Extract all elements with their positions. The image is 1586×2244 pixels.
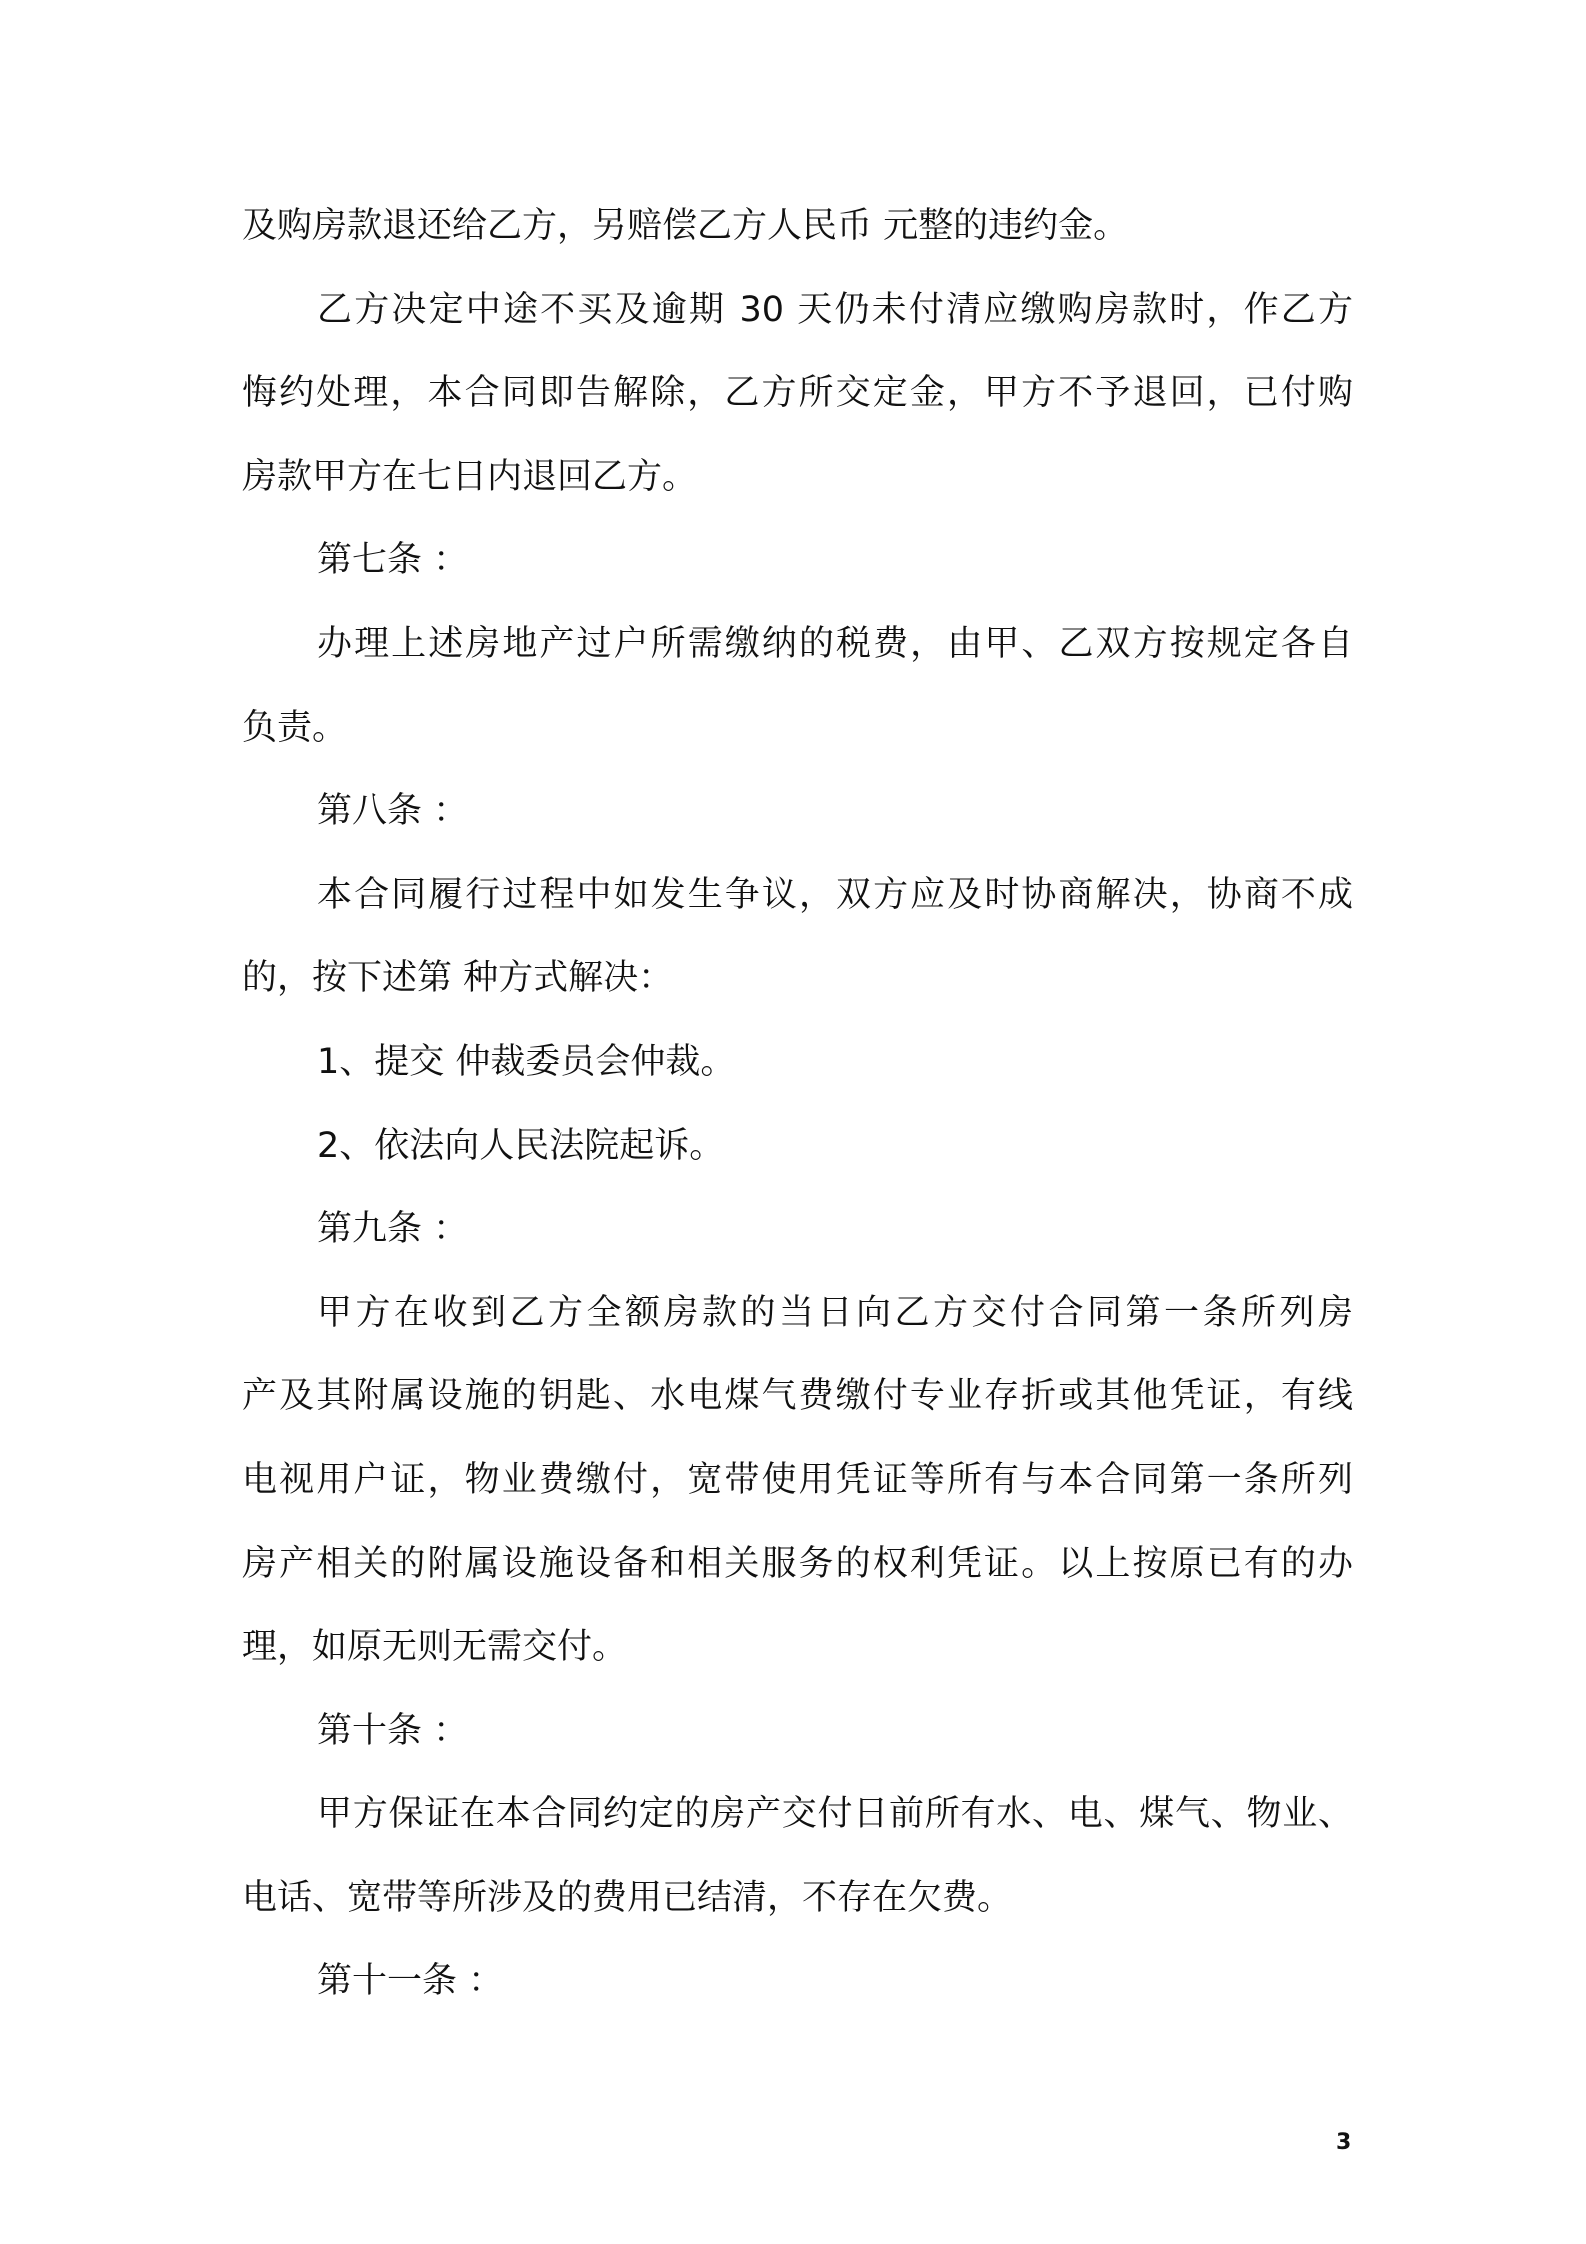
paragraph-line: 甲方在收到乙方全额房款的当日向乙方交付合同第一条所列房: [317, 1292, 1353, 1333]
paragraph-line: 本合同履行过程中如发生争议，双方应及时协商解决，协商不成: [317, 874, 1353, 915]
paragraph: [242, 1272, 1353, 1690]
paragraph-line: 的，按下述第 种方式解决：: [242, 958, 674, 999]
paragraph-line: 负责。: [242, 707, 348, 748]
article-heading-text: 第十一条 ：: [317, 1961, 504, 2002]
paragraph-line: 产及其附属设施的钥匙、水电煤气费缴付专业存折或其他凭证，有线: [242, 1376, 1353, 1417]
paragraph-line: 悔约处理，本合同即告解除，乙方所交定金，甲方不予退回，已付购: [242, 373, 1353, 414]
paragraph: [242, 603, 1353, 770]
paragraph: [242, 185, 1353, 269]
article-heading: [242, 1188, 1353, 1272]
article-heading: [242, 770, 1353, 854]
article-heading: [242, 1940, 1353, 2024]
list-item: [242, 1021, 1353, 1105]
list-item-text: 2、依法向人民法院起诉。: [317, 1125, 725, 1166]
article-heading-text: 第十条 ：: [317, 1710, 469, 1751]
article-heading-text: 第七条 ：: [317, 540, 469, 581]
document-body: [242, 185, 1353, 2024]
list-item-text: 1、提交 仲裁委员会仲裁。: [317, 1041, 736, 1082]
paragraph-line: 房款甲方在七日内退回乙方。: [242, 456, 698, 497]
article-heading-text: 第九条 ：: [317, 1209, 469, 1250]
paragraph-line: 甲方保证在本合同约定的房产交付日前所有水、电、煤气、物业、: [317, 1794, 1353, 1835]
article-heading-text: 第八条 ：: [317, 791, 469, 832]
paragraph-line: 电话、宽带等所涉及的费用已结清，不存在欠费。: [242, 1877, 1013, 1918]
paragraph-line: 及购房款退还给乙方，另赔偿乙方人民币 元整的违约金。: [242, 206, 1129, 246]
list-item: [242, 1105, 1353, 1189]
page-number: 3: [1336, 2130, 1352, 2155]
paragraph-line: 房产相关的附属设施设备和相关服务的权利凭证。以上按原已有的办: [242, 1543, 1353, 1584]
paragraph: [242, 269, 1353, 520]
article-heading: [242, 1690, 1353, 1774]
paragraph-line: 理，如原无则无需交付。: [242, 1627, 628, 1668]
paragraph-line: 电视用户证，物业费缴付，宽带使用凭证等所有与本合同第一条所列: [242, 1459, 1353, 1500]
paragraph-line: 办理上述房地产过户所需缴纳的税费，由甲、乙双方按规定各自: [317, 623, 1353, 664]
paragraph: [242, 1773, 1353, 1940]
paragraph-line: 乙方决定中途不买及逾期 30 天仍未付清应缴购房款时，作乙方: [317, 289, 1353, 330]
article-heading: [242, 519, 1353, 603]
paragraph: [242, 854, 1353, 1021]
